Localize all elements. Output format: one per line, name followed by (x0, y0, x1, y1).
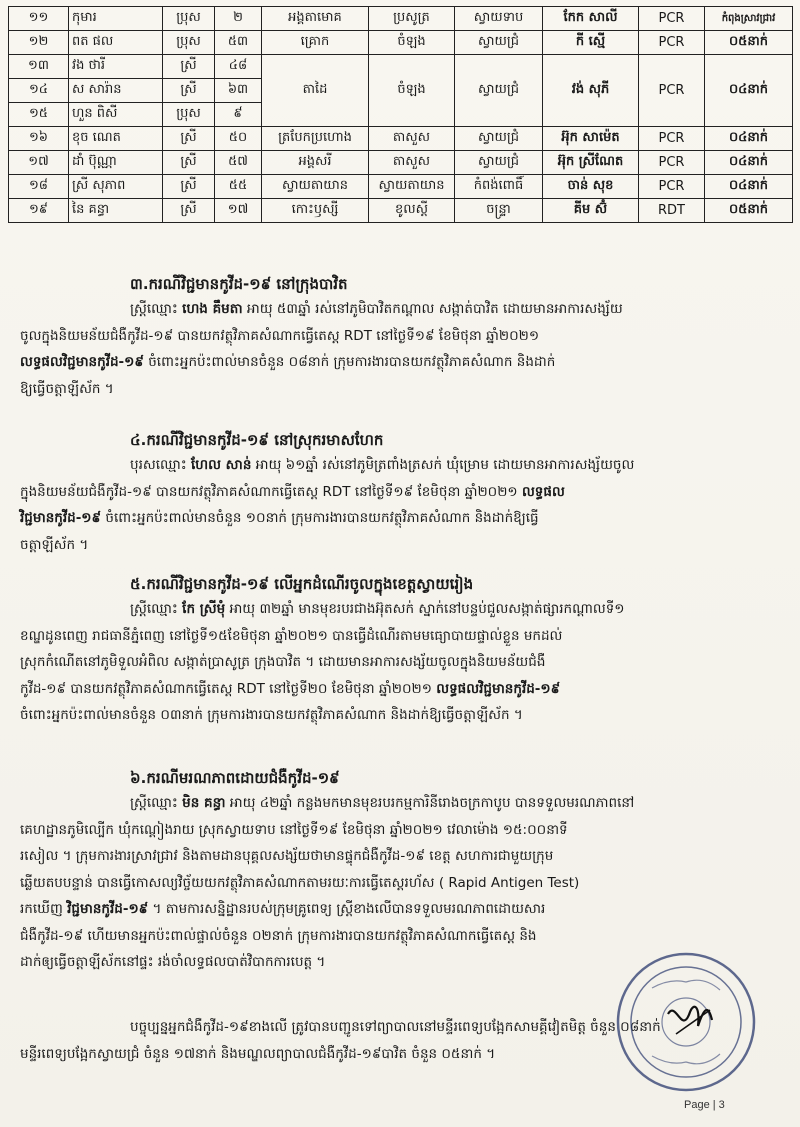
district-cell: កំពង់ពោធិ៍ (455, 175, 543, 199)
test-type-cell: PCR (639, 151, 705, 175)
sex-cell: ស្រី (163, 127, 215, 151)
contact-person-cell: អ៊ុក សាម៉េត (543, 127, 639, 151)
age-cell: ៦៣ (215, 79, 262, 103)
age-cell: ៤៨ (215, 55, 262, 79)
text-run: អាយុ ៦១ឆ្នាំ រស់នៅភូមិត្រពាំងត្រសក់ ឃុំម្រោម ដោយមានអាការសង្ស័យចូល (251, 457, 635, 473)
text-run: ស្រុកកំណើតនៅភូមិទួលអំពិល សង្កាត់ប្រាសូត្រ ក្រុងបាវិត ។ ដោយមានអាការសង្ស័យចូលក្នុងនិយមន័យជំងឺ (20, 654, 546, 670)
text-run: ក្នុងនិយមន័យជំងឺកូវីដ-១៩ បានយកវត្ថុវិភាគសំណាកធ្វើតេស្ត RDT នៅថ្ងៃទី១៩ ខែមិថុនា ឆ្នាំ២០២១ (20, 483, 522, 500)
paragraph-line (20, 596, 775, 623)
section-4 (20, 766, 775, 976)
text-run: ស្ត្រីឈ្មោះ (130, 795, 183, 811)
section-heading: ៤.ករណីវិជ្ជមានកូវីដ-១៩ នៅស្រុករមាសហែក (130, 431, 384, 449)
table-row (9, 7, 793, 31)
text-run: ។ តាមការសន្និដ្ឋានរបស់ក្រុមគ្រូពេទ្យ ស្ត្រីខាងលើបានទទួលមរណភាពដោយសារ (148, 901, 546, 917)
contact-person-cell: វង់ សុភី (543, 55, 639, 127)
paragraph-line (20, 296, 775, 323)
commune-cell: តាសួស (369, 127, 455, 151)
bold-text: វិជ្ជមានកូវីដ-១៩ (20, 510, 102, 526)
patient-name-cell: ពត ផល (69, 31, 163, 55)
paragraph-line (20, 452, 775, 479)
page-number: Page | 3 (684, 1099, 725, 1111)
village-cell: ស្វាយតាយាន (262, 175, 369, 199)
paragraph-line (20, 323, 775, 350)
text-run: រសៀល ។ ក្រុមការងារស្រាវជ្រាវ និងតាមដានបុគ្គលសង្ស័យថាមានផ្ទុកជំងឺកូវីដ-១៩ ខេត្ត សហការជាមួយក្រុម (20, 848, 554, 864)
text-run: ស្ត្រីឈ្មោះ (130, 301, 183, 317)
paragraph-line (20, 843, 775, 870)
text-run: ចត្តាឡីស័ក ។ (20, 536, 89, 553)
village-cell: កោះឫស្សី (262, 199, 369, 223)
district-cell: ចន្ទ្រា (455, 199, 543, 223)
contact-count-cell: ០៥នាក់ (705, 199, 793, 223)
district-cell: ស្វាយជ្រំ (455, 151, 543, 175)
section-paragraph (20, 452, 775, 558)
contact-count-cell: ០៤នាក់ (705, 127, 793, 151)
section-1 (20, 272, 775, 402)
district-cell: ស្វាយជ្រំ (455, 55, 543, 127)
text-run: អាយុ ៤២ឆ្នាំ កន្លងមកមានមុខរបរកម្មការិនីរោងចក្រកាបូប បានទទួលមរណភាពនៅ (225, 795, 635, 811)
case-no-cell: ១៦ (9, 127, 69, 151)
case-no-cell: ១៤ (9, 79, 69, 103)
village-cell: គ្រោក (262, 31, 369, 55)
sex-cell: ស្រី (163, 175, 215, 199)
age-cell: ៩ (215, 103, 262, 127)
bold-text: មិន គន្ធា (182, 795, 226, 811)
section-paragraph (20, 296, 775, 402)
age-cell: ៥៥ (215, 175, 262, 199)
commune-cell: ខូលស្តី (369, 199, 455, 223)
text-run: កូវីដ-១៩ បានយកវត្ថុវិភាគសំណាកធ្វើតេស្ត RDT នៅថ្ងៃទី២០ ខែមិថុនា ឆ្នាំ២០២១ (20, 680, 437, 697)
patient-name-cell: ស សារ៉ាន (69, 79, 163, 103)
paragraph-line (20, 870, 775, 897)
sex-cell: ស្រី (163, 151, 215, 175)
patient-name-cell: កុមារ (69, 7, 163, 31)
test-type-cell: PCR (639, 127, 705, 151)
bold-text: កែ ស្រីមុំ (182, 601, 226, 617)
village-cell: តាដៃ (262, 55, 369, 127)
text-run: មន្ទីរពេទ្យបង្អែកស្វាយជ្រំ ចំនួន ១៧នាក់ និងមណ្ឌលព្យាបាលជំងឺកូវីដ-១៩បាវិត ចំនួន ០៥នាក់ ។ (20, 1045, 496, 1062)
contact-count-cell: កំពុងស្រាវជ្រាវ (705, 7, 793, 31)
patient-name-cell: ដាំ ប៊ុណ្ណា (69, 151, 163, 175)
cases-table (8, 6, 793, 223)
contact-count-cell: ០៤នាក់ (705, 151, 793, 175)
text-run: បច្ចុប្បន្នអ្នកជំងឺកូវីដ-១៩ខាងលើ ត្រូវបានបញ្ជូនទៅព្យាបាលនៅមន្ទីរពេទ្យបង្អែកសាមគ្គីវៀតមិត្ត ចំនួន ០៨នាក់ (130, 1019, 661, 1035)
age-cell: ៥៣ (215, 31, 262, 55)
bold-text: លទ្ធផលវិជ្ជមានកូវីដ-១៩ (436, 680, 561, 697)
contact-count-cell: ០៤នាក់ (705, 175, 793, 199)
text-run: ជំងឺកូវីដ-១៩ ហើយមានអ្នកប៉ះពាល់ផ្ទាល់ចំនួន ០២នាក់ ក្រុមការងារបានយកវត្ថុវិភាគសំណាកធ្វើតេស្ត និង (20, 927, 537, 944)
test-type-cell: PCR (639, 7, 705, 31)
section-heading: ៥.ករណីវិជ្ជមានកូវីដ-១៩ លើអ្នកដំណើរចូលក្នុងខេត្តស្វាយរៀង (130, 575, 474, 593)
age-cell: ២ (215, 7, 262, 31)
case-no-cell: ១១ (9, 7, 69, 31)
paragraph-line (20, 896, 775, 923)
paragraph-line (20, 532, 775, 559)
text-run: រកឃើញ (20, 901, 68, 917)
sex-cell: ប្រុស (163, 31, 215, 55)
section-paragraph (20, 596, 775, 729)
table-row (9, 31, 793, 55)
text-run: ខណ្ឌដូនពេញ រាជធានីភ្នំពេញ នៅថ្ងៃទី១៥ខែមិថុនា ឆ្នាំ២០២១ បានធ្វើដំណើរតាមមធ្យោបាយផ្ទាល់ខ្លួន មកដល់ (20, 627, 563, 644)
district-cell: ស្វាយជ្រំ (455, 127, 543, 151)
commune-cell: ចំឡង (369, 55, 455, 127)
patient-name-cell: ហួន ពិសី (69, 103, 163, 127)
paragraph-line (20, 349, 775, 376)
district-cell: ស្វាយជ្រំ (455, 31, 543, 55)
patient-name-cell: ស្រី សុភាព (69, 175, 163, 199)
bold-text: លទ្ធផល (521, 483, 565, 500)
test-type-cell: PCR (639, 55, 705, 127)
section-heading: ៦.ករណីមរណភាពដោយជំងឺកូវីដ-១៩ (130, 769, 340, 787)
age-cell: ៥៧ (215, 151, 262, 175)
sex-cell: ស្រី (163, 55, 215, 79)
paragraph-line (20, 479, 775, 506)
commune-cell: ស្វាយតាយាន (369, 175, 455, 199)
contact-count-cell: ០៥នាក់ (705, 31, 793, 55)
paragraph-line (20, 923, 775, 950)
patient-name-cell: នៃ គន្ធា (69, 199, 163, 223)
paragraph-line (20, 376, 775, 403)
section-heading: ៣.ករណីវិជ្ជមានកូវីដ-១៩ នៅក្រុងបាវិត (130, 275, 348, 293)
section-2 (20, 428, 775, 558)
sex-cell: ប្រុស (163, 103, 215, 127)
text-run: ស្ត្រីឈ្មោះ (130, 601, 183, 617)
test-type-cell: PCR (639, 31, 705, 55)
text-run: គេហដ្ឋានភូមិល្បើក ឃុំកណ្តៀងរាយ ស្រុកស្វាយទាប នៅថ្ងៃទី១៩ ខែមិថុនា ឆ្នាំ២០២១ វេលាម៉ោង ១៥:០០នាទី (20, 821, 568, 838)
paragraph-line (20, 676, 775, 703)
case-no-cell: ១៧ (9, 151, 69, 175)
case-no-cell: ១៣ (9, 55, 69, 79)
official-seal-stamp (612, 948, 760, 1096)
district-cell: ស្វាយទាប (455, 7, 543, 31)
paragraph-line (20, 505, 775, 532)
village-cell: អង្គតាមោគ (262, 7, 369, 31)
contact-person-cell: ចាន់ សុខ (543, 175, 639, 199)
text-run: ឱ្យធ្វើចត្តាឡីស័ក ។ (20, 380, 114, 397)
bold-text: ហែល សាន់ (190, 457, 252, 473)
sex-cell: ស្រី (163, 199, 215, 223)
paragraph-line (20, 790, 775, 817)
text-run: អាយុ ៥៣ឆ្នាំ រស់នៅភូមិបាវិតកណ្តាល សង្កាត់បាវិត ដោយមានអាការសង្ស័យ (242, 301, 623, 317)
village-cell: ត្របែកប្រហោង (262, 127, 369, 151)
test-type-cell: PCR (639, 175, 705, 199)
commune-cell: តាសួស (369, 151, 455, 175)
text-run: ចំពោះអ្នកប៉ះពាល់មានចំនួន ១០នាក់ ក្រុមការងារបានយកវត្ថុវិភាគសំណាក និងដាក់ឱ្យធ្វើ (101, 510, 539, 526)
text-run: បុរសឈ្មោះ (130, 457, 191, 473)
bold-text: ហេង គឹមតា (182, 301, 243, 317)
patient-name-cell: វង ថារី (69, 55, 163, 79)
text-run: ចំពោះអ្នកប៉ះពាល់មានចំនួន ០៣នាក់ ក្រុមការងារបានយកវត្ថុវិភាគសំណាក និងដាក់ឱ្យធ្វើចត្តាឡីស័ក ។ (20, 707, 523, 723)
contact-person-cell: គីម ស៊ំ (543, 199, 639, 223)
table-row (9, 55, 793, 79)
village-cell: អង្គសរី (262, 151, 369, 175)
contact-count-cell: ០៤នាក់ (705, 55, 793, 127)
table-row (9, 199, 793, 223)
contact-person-cell: កែក សាលី (543, 7, 639, 31)
case-no-cell: ១៨ (9, 175, 69, 199)
sex-cell: ស្រី (163, 79, 215, 103)
paragraph-line (20, 817, 775, 844)
age-cell: ១៧ (215, 199, 262, 223)
contact-person-cell: អ៊ុក ស្រីណែត (543, 151, 639, 175)
contact-person-cell: កី ស្មើ (543, 31, 639, 55)
table-row (9, 175, 793, 199)
bold-text: លទ្ធផលវិជ្ជមានកូវីដ-១៩ (20, 354, 144, 370)
paragraph-line (20, 702, 775, 729)
text-run: ចូលក្នុងនិយមន័យជំងឺកូវីដ-១៩ បានយកវត្ថុវិភាគសំណាកធ្វើតេស្ត RDT នៅថ្ងៃទី១៩ ខែមិថុនា ឆ្នាំ២០២១ (20, 327, 540, 344)
case-no-cell: ១៩ (9, 199, 69, 223)
patient-name-cell: ខុច ណេត (69, 127, 163, 151)
text-run: អាយុ ៣២ឆ្នាំ មានមុខរបរជាងអ៊ុតសក់ ស្នាក់នៅបន្ទប់ជួលសង្កាត់ផ្សារកណ្តាលទី១ (225, 601, 625, 617)
sex-cell: ប្រុស (163, 7, 215, 31)
commune-cell: ប្រសូត្រ (369, 7, 455, 31)
text-run: ឆ្លើយតបបន្ទាន់ បានធ្វើកោសល្យវិច្ច័យយកវត្ថុវិភាគសំណាកតាមរយៈការធ្វើតេស្តរហ័ស ( Rapid Antigen Test) (20, 874, 580, 891)
text-run: ចំពោះអ្នកប៉ះពាល់មានចំនួន ០៨នាក់ ក្រុមការងារបានយកវត្ថុវិភាគសំណាក និងដាក់ (143, 354, 556, 370)
section-3 (20, 572, 775, 729)
case-no-cell: ១២ (9, 31, 69, 55)
table-row (9, 151, 793, 175)
bold-text: វិជ្ជមានកូវីដ-១៩ (67, 901, 149, 917)
table-row (9, 127, 793, 151)
test-type-cell: RDT (639, 199, 705, 223)
case-no-cell: ១៥ (9, 103, 69, 127)
commune-cell: ចំឡង (369, 31, 455, 55)
text-run: ដាក់ឲ្យធ្វើចត្តាឡីស័កនៅផ្ទះ រង់ចាំលទ្ធផលបាត់វិបាកការបេត្ត ។ (20, 954, 326, 970)
age-cell: ៥០ (215, 127, 262, 151)
paragraph-line (20, 649, 775, 676)
cases-table-body (9, 7, 793, 223)
paragraph-line (20, 623, 775, 650)
